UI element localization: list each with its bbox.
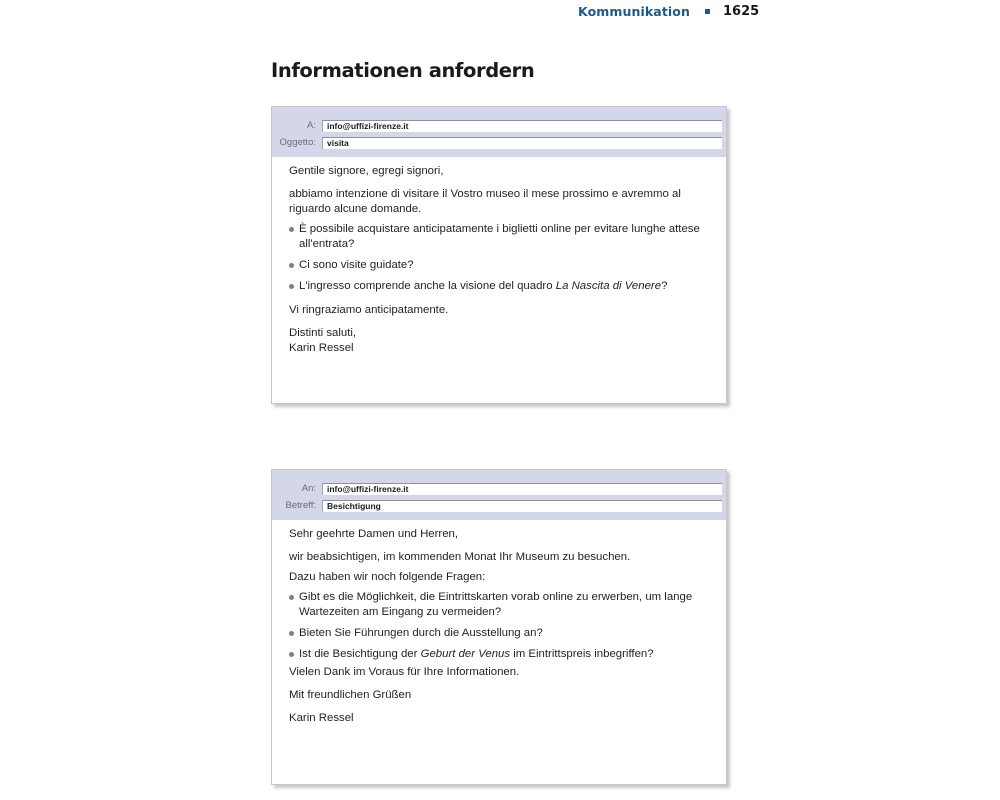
list-item-text: L'ingresso comprende anche la visione del quadro La Nascita di Venere? [299, 280, 668, 292]
closing: Distinti saluti, [289, 327, 357, 339]
bullet-icon [289, 284, 294, 289]
email-header [272, 470, 726, 520]
list-item [289, 647, 714, 662]
signature: Karin Ressel [289, 712, 354, 724]
separator-square-icon [705, 9, 710, 14]
list-item [289, 590, 714, 620]
subject-field[interactable]: visita [322, 137, 722, 149]
list-item [289, 626, 714, 641]
email-body [272, 157, 726, 356]
list-item-text: Gibt es die Möglichkeit, die Eintrittskarten vorab online zu erwerben, um lange Wartezeiten am Eingang zu vermeiden? [299, 591, 693, 618]
list-item [289, 222, 714, 252]
painting-title: Geburt der Venus [420, 648, 511, 660]
email-italian [271, 106, 727, 404]
page-title: Informationen anfordern [271, 59, 535, 82]
bullet-icon [289, 652, 294, 657]
list-item-text: Ci sono visite guidate? [299, 259, 414, 271]
signature: Karin Ressel [289, 342, 354, 354]
page-number: 1625 [722, 4, 760, 19]
thanks-line: Vielen Dank im Voraus für Ihre Informationen. [289, 666, 520, 678]
subject-row [272, 134, 722, 151]
subject-label: Betreff: [285, 500, 316, 511]
greeting: Sehr geehrte Damen und Herren, [289, 528, 459, 540]
bullet-icon [289, 631, 294, 636]
to-label: An: [301, 483, 316, 494]
bullet-icon [289, 263, 294, 268]
list-item-text: Ist die Besichtigung der Geburt der Venus im Eintrittspreis inbegriffen? [299, 648, 654, 660]
email-header [272, 107, 726, 157]
list-item [289, 279, 714, 294]
to-field[interactable]: info@uffizi-firenze.it [322, 120, 722, 132]
running-head [578, 4, 759, 19]
list-item [289, 258, 714, 273]
to-row [272, 480, 722, 497]
intro-paragraph: abbiamo intenzione di visitare il Vostro museo il mese prossimo e avremmo al riguardo alcune domande. [289, 188, 681, 215]
bullet-icon [289, 227, 294, 232]
to-field[interactable]: info@uffizi-firenze.it [322, 483, 722, 495]
subject-field[interactable]: Besichtigung [322, 500, 722, 512]
greeting: Gentile signore, egregi signori, [289, 165, 444, 177]
thanks-line: Vi ringraziamo anticipatamente. [289, 304, 449, 316]
closing: Mit freundlichen Grüßen [289, 689, 412, 701]
bullet-icon [289, 595, 294, 600]
subject-row [272, 497, 722, 514]
to-label: A: [307, 120, 316, 131]
to-row [272, 117, 722, 134]
list-item-text: Bieten Sie Führungen durch die Ausstellung an? [299, 627, 543, 639]
email-german [271, 469, 727, 785]
intro-question-line: Dazu haben wir noch folgende Fragen: [289, 571, 486, 583]
subject-label: Oggetto: [279, 137, 316, 148]
email-body [272, 520, 726, 726]
painting-title: La Nascita di Venere [555, 280, 662, 292]
intro-paragraph: wir beabsichtigen, im kommenden Monat Ihr Museum zu besuchen. [289, 551, 631, 563]
list-item-text: È possibile acquistare anticipatamente i biglietti online per evitare lunghe attese all'entrata? [299, 223, 700, 250]
section-name: Kommunikation [578, 4, 690, 19]
